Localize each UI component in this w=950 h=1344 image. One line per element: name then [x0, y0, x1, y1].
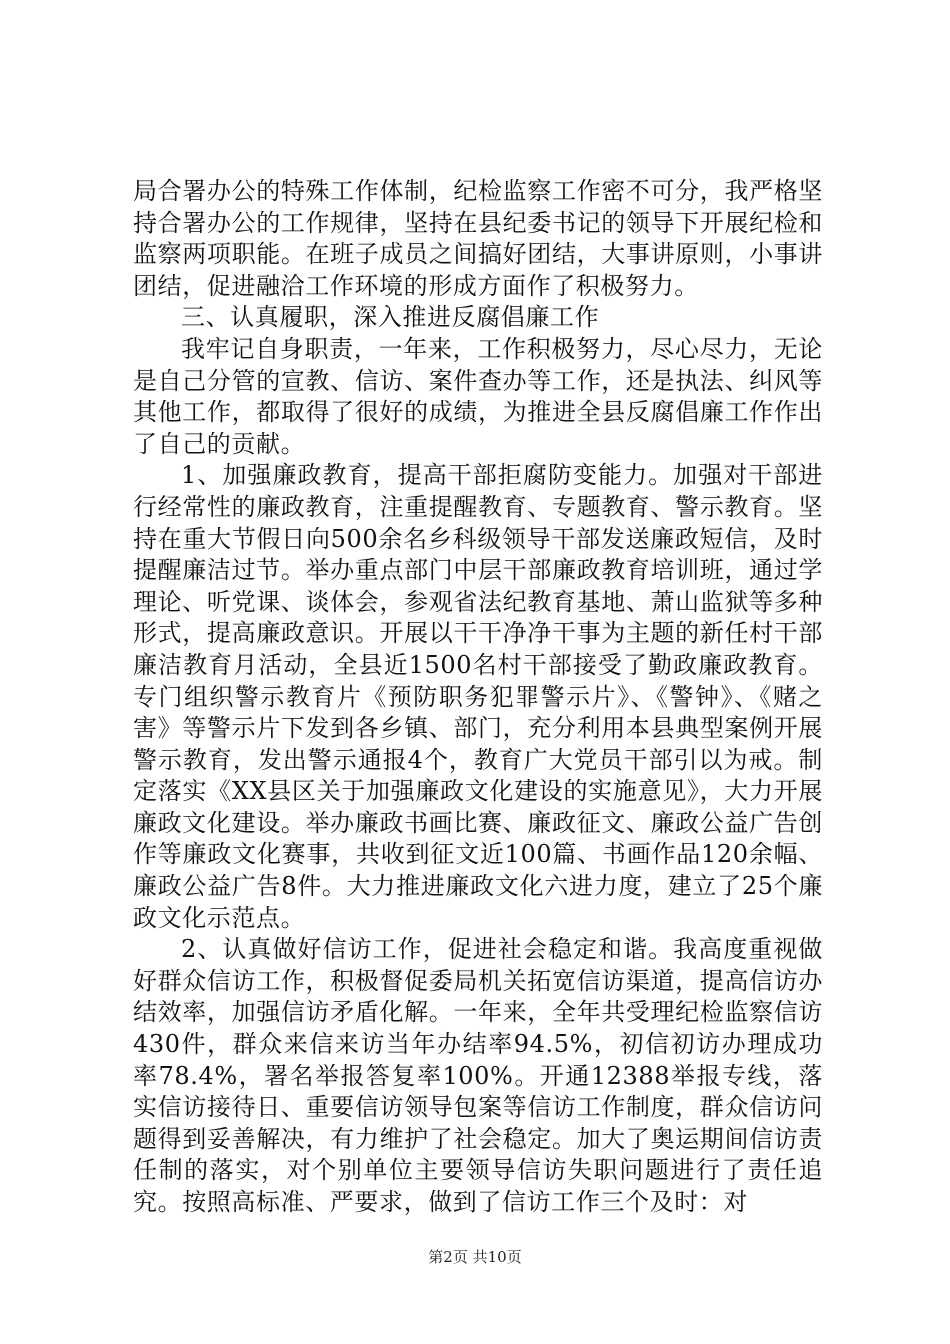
section-heading: 三、认真履职，深入推进反腐倡廉工作 — [181, 303, 600, 332]
page-number-footer: 第2页 共10页 — [428, 1248, 522, 1266]
paragraph-item-1: 1、加强廉政教育，提高干部拒腐防变能力。加强对干部进行经常性的廉政教育，注重提醒教育、专题教育、警示教育。坚持在重大节假日向500余名乡科级领导干部发送廉政短信，及时提醒廉洁过节。举办重点部门中层干部廉政教育培训班，通过学理论、听党课、谈体会，参观省法纪教育基地、萧山监狱等多种形式，提高廉政意识。开展以干干净净干事为主题的新任村干部廉洁教育月活动，全县近1500名村干部接受了勤政廉政教育。专门组织警示教育片《预防职务犯罪警示片》、《警钟》、《赌之害》等警示片下发到各乡镇、部门，充分利用本县典型案例开展警示教育，发出警示通报4个，教育广大党员干部引以为戒。制定落实《XX县区关于加强廉政文化建设的实施意见》，大力开展廉政文化建设。举办廉政书画比赛、廉政征文、廉政公益广告创作等廉政文化赛事，共收到征文近100篇、书画作品120余幅、廉政公益广告8件。大力推进廉政文化六进力度，建立了25个廉政文化示范点。 — [133, 461, 823, 932]
paragraph-intro: 我牢记自身职责，一年来，工作积极努力，尽心尽力，无论是自己分管的宣教、信访、案件查办等工作，还是执法、纠风等其他工作，都取得了很好的成绩，为推进全县反腐倡廉工作作出了自己的贡献。 — [133, 334, 823, 458]
paragraph-continuation: 局合署办公的特殊工作体制，纪检监察工作密不可分，我严格坚持合署办公的工作规律，坚持在县纪委书记的领导下开展纪检和监察两项职能。在班子成员之间搞好团结，大事讲原则，小事讲团结，促进融洽工作环境的形成方面作了积极努力。 — [133, 177, 823, 300]
document-body — [133, 176, 823, 1219]
paragraph-item-2: 2、认真做好信访工作，促进社会稳定和谐。我高度重视做好群众信访工作，积极督促委局机关拓宽信访渠道，提高信访办结效率，加强信访矛盾化解。一年来，全年共受理纪检监察信访430件，群众来信来访当年办结率94.5%，初信初访办理成功率78.4%，署名举报答复率100%。开通12388举报专线，落实信访接待日、重要信访领导包案等信访工作制度，群众信访问题得到妥善解决，有力维护了社会稳定。加大了奥运期间信访责任制的落实，对个别单位主要领导信访失职问题进行了责任追究。按照高标准、严要求，做到了信访工作三个及时：对 — [133, 935, 823, 1216]
